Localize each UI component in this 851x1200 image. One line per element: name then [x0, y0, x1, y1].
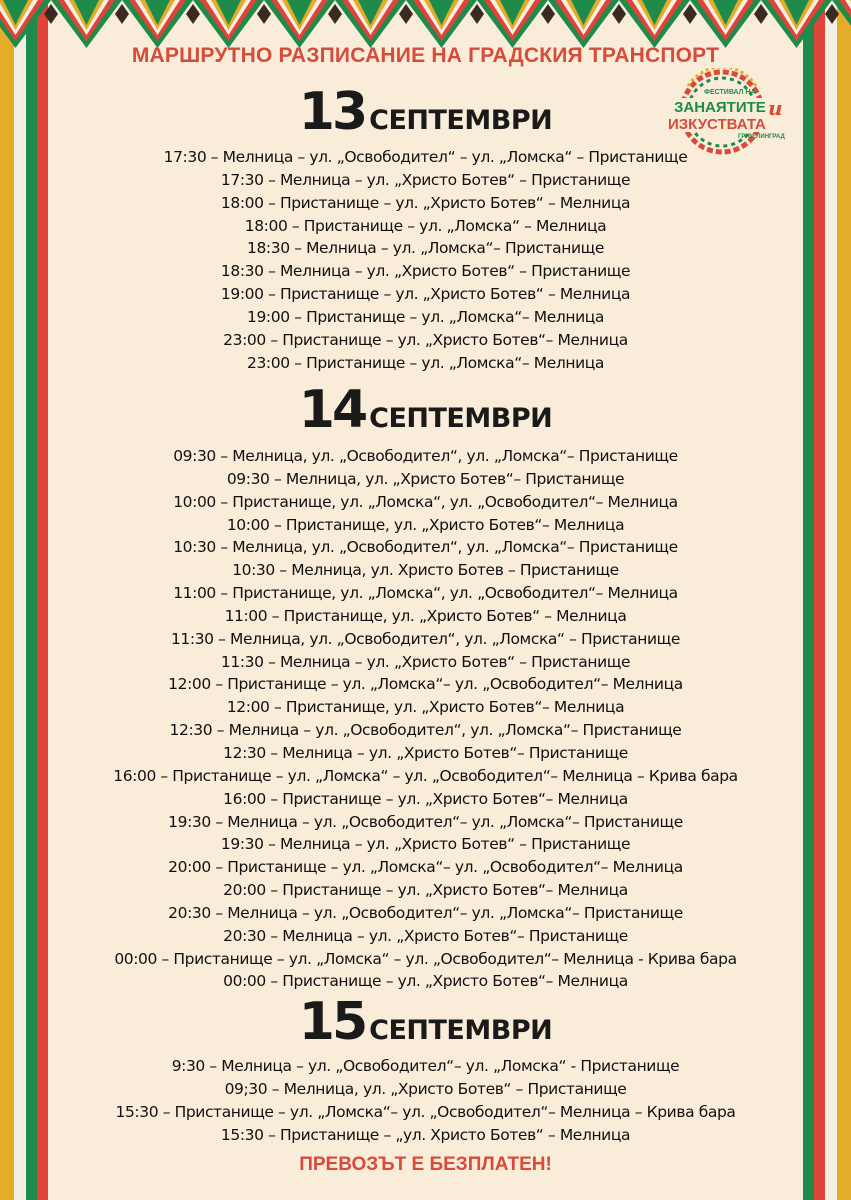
ornament-diamond — [683, 4, 697, 24]
ornament-diamond — [44, 4, 58, 24]
schedule-entry: 16:00 – Пристанище – ул. „Христо Ботев“– Мелница — [223, 789, 628, 808]
logo-line1-suffix: и — [768, 96, 783, 120]
schedule-entry: 20:00 – Пристанище – ул. „Ломска“– ул. „Освободител“– Мелница — [168, 858, 683, 877]
logo-line2: ИЗКУСТВАТА — [668, 116, 766, 133]
schedule-entry: 19:00 – Пристанище – ул. „Ломска“– Мелница — [247, 307, 604, 326]
schedule-entry: 20:00 – Пристанище – ул. „Христо Ботев“– Мелница — [223, 881, 628, 900]
schedule-entry: 11:00 – Пристанище, ул. „Христо Ботев“ – Мелница — [224, 606, 627, 625]
schedule-entry: 20:30 – Мелница – ул. „Христо Ботев“– Пристанище — [223, 926, 628, 945]
ornament-diamond — [186, 4, 200, 24]
ornament-diamond — [470, 4, 484, 24]
schedule-entry: 20:30 – Мелница – ул. „Освободител“– ул. „Ломска“– Пристанище — [168, 903, 683, 922]
schedule-entry: 10:00 – Пристанище, ул. „Христо Ботев“– Мелница — [226, 515, 625, 534]
schedule-entry: 11:30 – Мелница, ул. „Освободител“, ул. „Ломска“ – Пристанище — [170, 629, 681, 648]
logo-bottom-text: ГР. ВЕЛИНГРАД — [738, 134, 785, 140]
schedule-entry: 18:00 – Пристанище – ул. „Ломска“ – Мелница — [244, 216, 607, 235]
day-heading — [0, 380, 851, 440]
day-month: СЕПТЕМВРИ — [369, 1015, 553, 1046]
schedule-entry: 00:00 – Пристанище – ул. „Ломска“ – ул. „Освободител“– Мелница - Крива бара — [114, 949, 737, 968]
ornament-diamond — [257, 4, 271, 24]
day-number: 13 — [298, 82, 366, 142]
schedule-entry: 18:30 – Мелница – ул. „Христо Ботев“ – Пристанище — [220, 262, 631, 281]
schedule-entry: 11:30 – Мелница – ул. „Христо Ботев“ – Пристанище — [220, 652, 631, 671]
free-transport-note: ПРЕВОЗЪТ Е БЕЗПЛАТЕН! — [299, 1154, 552, 1175]
schedule-entry: 23:00 – Пристанище – ул. „Христо Ботев“– Мелница — [223, 330, 628, 349]
schedule-entry: 10:30 – Мелница, ул. Христо Ботев – Пристанище — [232, 561, 619, 580]
page-title: МАРШРУТНО РАЗПИСАНИЕ НА ГРАДСКИЯ ТРАНСПОРТ — [131, 44, 720, 67]
schedule-entry: 18:00 – Пристанище – ул. „Христо Ботев“ – Мелница — [220, 193, 631, 212]
schedule-list-day-13 — [0, 146, 851, 374]
ornament-diamond — [399, 4, 413, 24]
schedule-entry: 12:00 – Пристанище – ул. „Ломска“– ул. „Освободител“– Мелница — [168, 675, 683, 694]
schedule-entry: 15:30 – Пристанище – ул. „Ломска“– ул. „Освободител“– Мелница – Крива бара — [115, 1102, 736, 1121]
logo-top-text: ФЕСТИВАЛ НА — [704, 89, 756, 96]
schedule-entry: 12:00 – Пристанище, ул. „Христо Ботев“– Мелница — [226, 698, 625, 717]
day-month: СЕПТЕМВРИ — [369, 403, 553, 434]
day-number: 15 — [298, 992, 366, 1052]
schedule-entry: 12:30 – Мелница – ул. „Освободител“, ул. „Ломска“– Пристанище — [169, 721, 682, 740]
day-month: СЕПТЕМВРИ — [369, 105, 553, 136]
ornament-diamond — [115, 4, 129, 24]
schedule-entry: 12:30 – Мелница – ул. „Христо Ботев“– Пристанище — [223, 743, 628, 762]
schedule-entry: 00:00 – Пристанище – ул. „Христо Ботев“– Мелница — [223, 972, 628, 991]
schedule-entry: 23:00 – Пристанище – ул. „Ломска“– Мелница — [247, 353, 604, 372]
ornament-diamond — [612, 4, 626, 24]
schedule-entry: 09;30 – Мелница, ул. „Христо Ботев“ – Пристанище — [224, 1079, 627, 1098]
ornament-diamond — [754, 4, 768, 24]
schedule-entry: 11:00 – Пристанище, ул. „Ломска“, ул. „Освободител“– Мелница — [173, 584, 678, 603]
schedule-list-day-14 — [0, 445, 851, 993]
schedule-entry: 16:00 – Пристанище – ул. „Ломска“ – ул. „Освободител“– Мелница – Крива бара — [113, 766, 738, 785]
schedule-entry: 19:30 – Мелница – ул. „Христо Ботев“ – Пристанище — [220, 835, 631, 854]
schedule-entry: 9:30 – Мелница – ул. „Освободител“– ул. „Ломска“ - Пристанище — [171, 1057, 680, 1075]
logo-line1: ЗАНАЯТИТЕ — [674, 99, 766, 116]
schedule-entry: 17:30 – Мелница – ул. „Освободител“ – ул. „Ломска“ – Пристанище — [163, 148, 688, 166]
schedule-entry: 10:00 – Пристанище, ул. „Ломска“, ул. „Освободител“– Мелница — [173, 492, 678, 511]
schedule-entry: 09:30 – Мелница, ул. „Христо Ботев“– Пристанище — [226, 469, 625, 488]
schedule-entry: 09:30 – Мелница, ул. „Освободител“, ул. „Ломска“– Пристанище — [173, 447, 678, 465]
schedule-entry: 15:30 – Пристанище – „ул. Христо Ботев“ – Мелница — [220, 1125, 631, 1144]
schedule-entry: 19:00 – Пристанище – ул. „Христо Ботев“ – Мелница — [220, 285, 631, 304]
schedule-entry: 17:30 – Мелница – ул. „Христо Ботев“ – Пристанище — [220, 170, 631, 189]
schedule-entry: 18:30 – Мелница – ул. „Ломска“– Пристанище — [247, 239, 604, 258]
day-number: 14 — [298, 380, 366, 440]
day-heading — [0, 992, 851, 1052]
day-heading — [0, 82, 851, 142]
ornament-diamond — [328, 4, 342, 24]
ornament-diamond — [541, 4, 555, 24]
schedule-entry: 19:30 – Мелница – ул. „Освободител“– ул. „Ломска“– Пристанище — [168, 812, 683, 831]
ornament-diamond — [825, 4, 839, 24]
schedule-list-day-15 — [0, 1055, 851, 1146]
schedule-entry: 10:30 – Мелница, ул. „Освободител“, ул. „Ломска“– Пристанище — [173, 538, 678, 557]
